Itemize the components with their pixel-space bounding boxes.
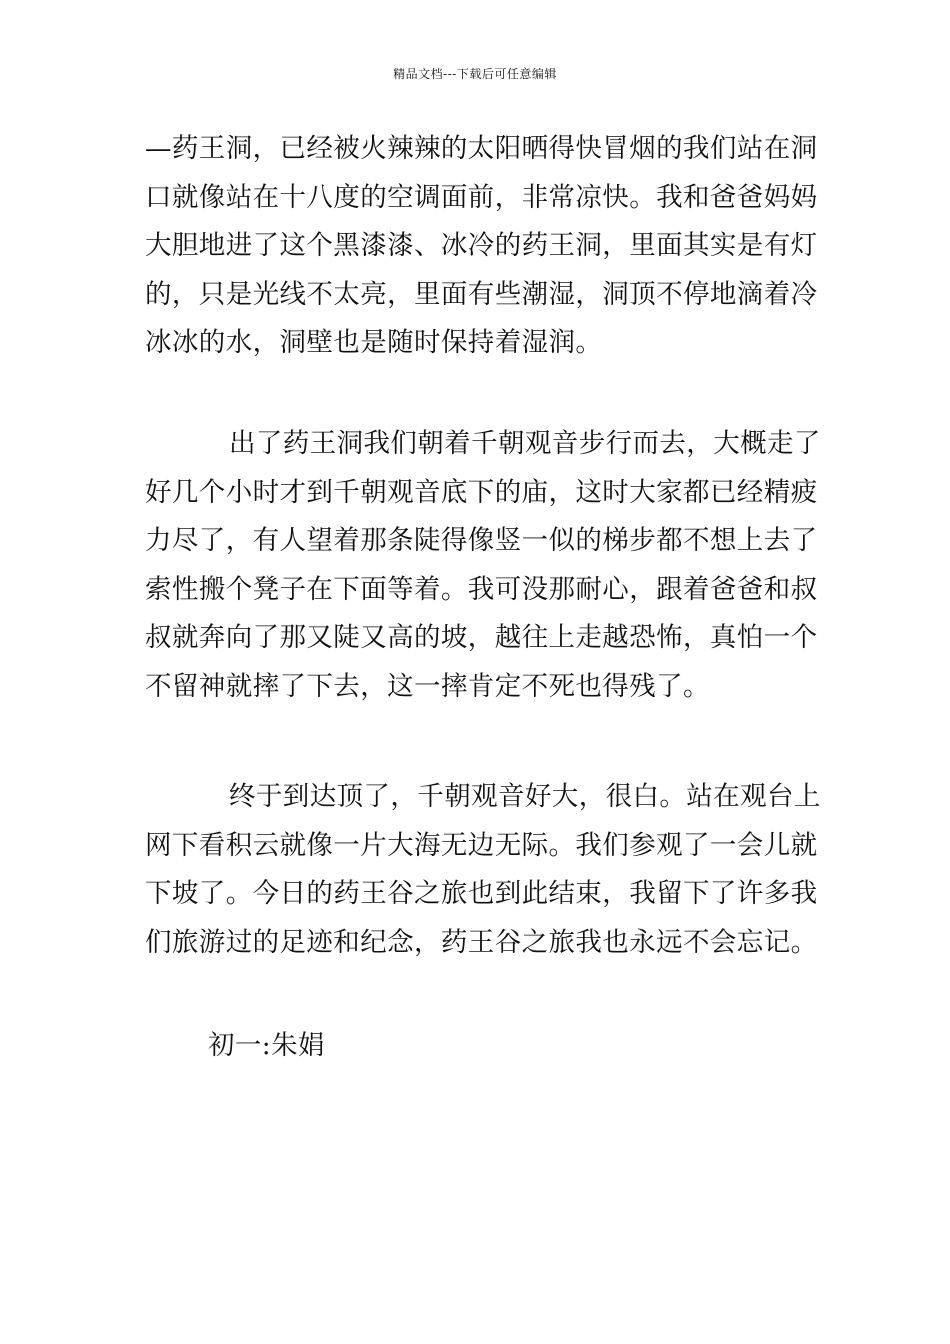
paragraph-line: 网下看积云就像一片大海无边无际。我们参观了一会儿就 [145, 829, 818, 861]
paragraph-line: 们旅游过的足迹和纪念，药王谷之旅我也永远不会忘记。 [145, 926, 818, 958]
paragraph-line: 冰冰的水，洞壁也是随时保持着湿润。 [145, 327, 603, 358]
page-header: 精品文档---下载后可任意编辑 [393, 67, 557, 81]
paragraph-line: 下坡了。今日的药王谷之旅也到此结束，我留下了许多我 [145, 878, 818, 909]
paragraph-line: 索性搬个凳子在下面等着。我可没那耐心，跟着爸爸和叔 [145, 573, 818, 605]
paragraph-2 [145, 420, 821, 711]
paragraph-1 [145, 125, 818, 368]
paragraph-3 [145, 773, 821, 967]
paragraph-line: 出了药王洞我们朝着千朝观音步行而去，大概走了 [229, 428, 821, 459]
paragraph-line: 叔就奔向了那又陡又高的坡，越往上走越恐怖，真怕一个 [145, 622, 818, 653]
paragraph-line: 终于到达顶了，千朝观音好大，很白。站在观台上 [229, 781, 821, 812]
paragraph-line: 力尽了，有人望着那条陡得像竖一似的梯步都不想上去了 [145, 525, 818, 556]
paragraph-line: 好几个小时才到千朝观音底下的庙，这时大家都已经精疲 [145, 476, 818, 508]
paragraph-line: 的，只是光线不太亮，里面有些潮湿，洞顶不停地滴着冷 [145, 278, 818, 310]
paragraph-line: 不留神就摔了下去，这一摔肯定不死也得残了。 [145, 670, 710, 702]
paragraph-line: 口就像站在十八度的空调面前，非常凉快。我和爸爸妈妈 [145, 181, 818, 213]
paragraph-line: —药王洞，已经被火辣辣的太阳晒得快冒烟的我们站在洞 [145, 133, 818, 164]
paragraph-line: 大胆地进了这个黑漆漆、冰冷的药王洞，里面其实是有灯 [145, 230, 818, 261]
author-signature: 初一:朱娟 [208, 1030, 325, 1061]
